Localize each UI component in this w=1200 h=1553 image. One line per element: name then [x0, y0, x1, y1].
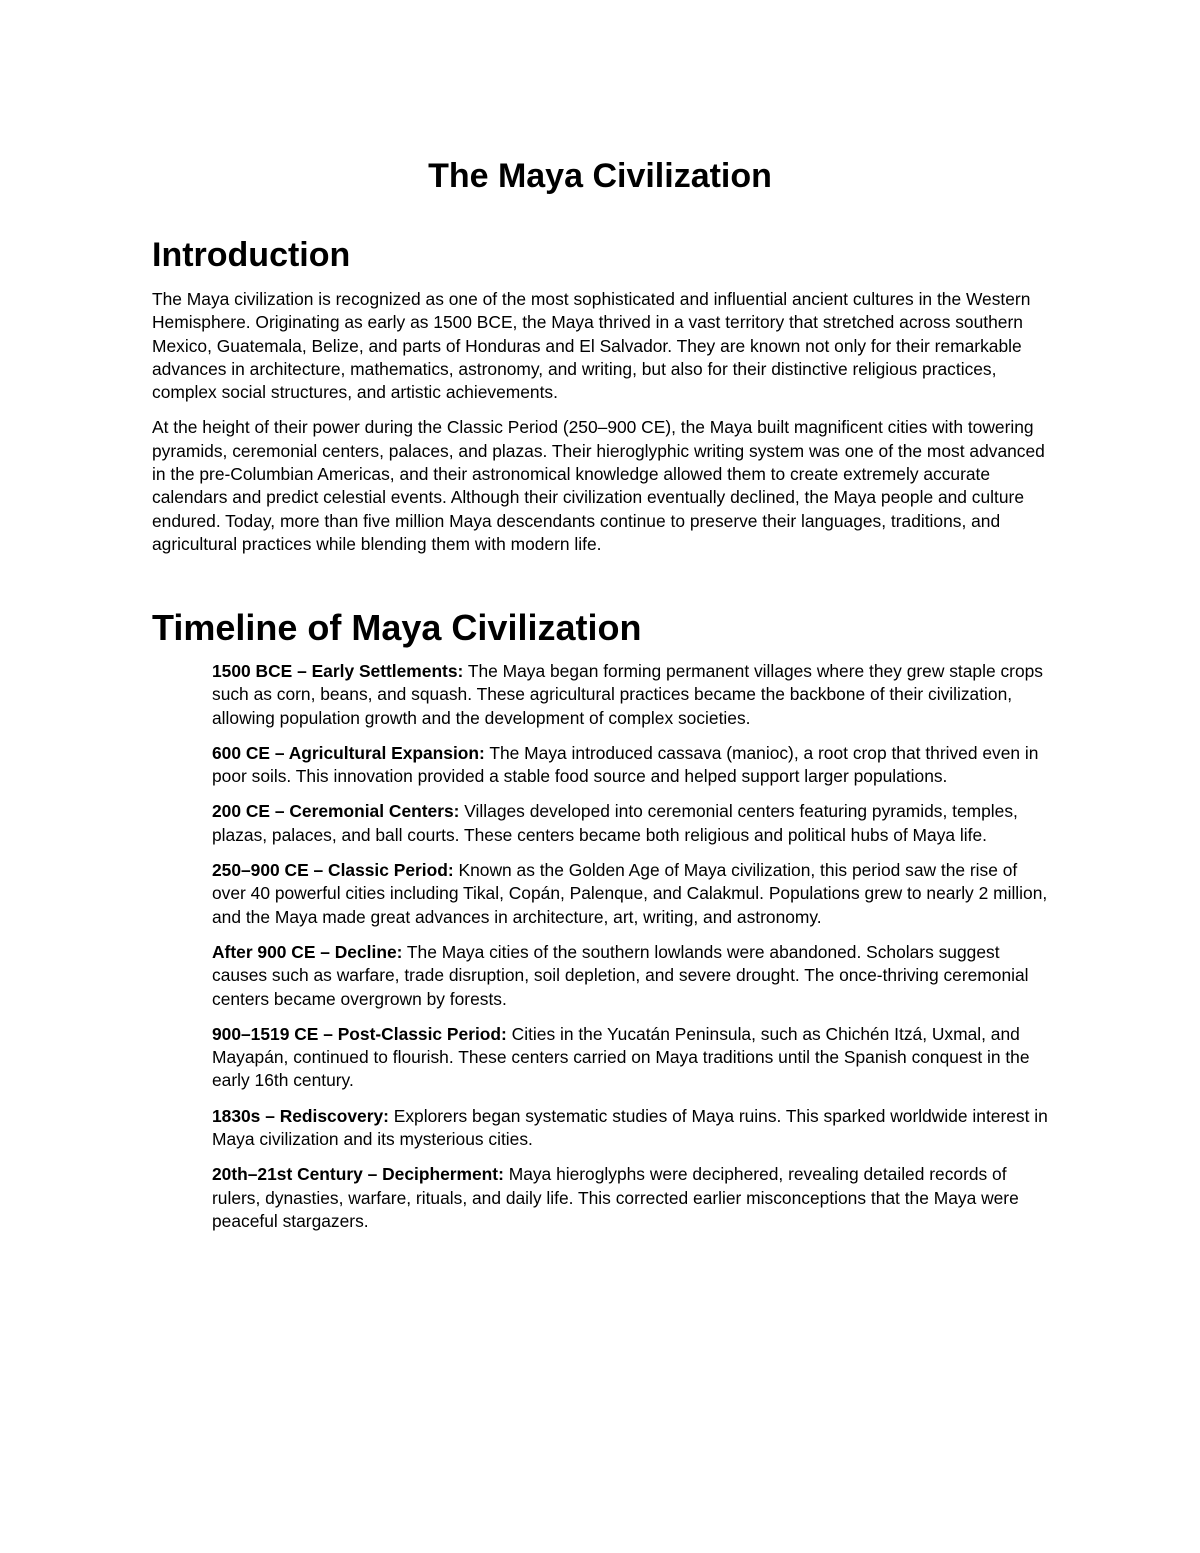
introduction-paragraph: The Maya civilization is recognized as one of the most sophisticated and influential ancient cultures in the Western Hemisphere. Originating as early as 1500 BCE, the Maya thrived in a vast territory that stretched across southern Mexico, Guatemala, Belize, and parts of Honduras and El Salvador. They are known not only for their remarkable advances in architecture, mathematics, astronomy, and writing, but also for their distinctive religious practices, complex social structures, and artistic achievements. [152, 289, 1031, 403]
timeline-entry-text: Cities in the Yucatán Peninsula, such as Chichén Itzá, Uxmal, and Mayapán, continued to flourish. These centers carried on Maya traditions until the Spanish conquest in the early 16th century. [212, 1023, 1030, 1091]
introduction-section [152, 288, 1052, 568]
timeline-entry-text: Maya hieroglyphs were deciphered, revealing detailed records of rulers, dynasties, warfare, rituals, and daily life. This corrected earlier misconceptions that the Maya were peaceful stargazers. [212, 1164, 1019, 1231]
timeline-list [212, 660, 1052, 1245]
timeline-entry [212, 941, 1052, 1011]
timeline-entry-text: The Maya cities of the southern lowlands were abandoned. Scholars suggest causes such as warfare, trade disruption, soil depletion, and severe drought. The once-thriving ceremonial centers became overgrown by forests. [212, 941, 1029, 1009]
timeline-entry-label: 1830s – Rediscovery: [212, 1105, 389, 1126]
timeline-entry-label: 600 CE – Agricultural Expansion: [212, 742, 485, 763]
timeline-entry [212, 660, 1052, 730]
timeline-entry [212, 742, 1052, 789]
timeline-entry-text: Explorers began systematic studies of Maya ruins. This sparked worldwide interest in Maya civilization and its mysterious cities. [212, 1105, 1048, 1150]
timeline-entry-label: 200 CE – Ceremonial Centers: [212, 801, 460, 822]
document-title: The Maya Civilization [428, 157, 772, 195]
timeline-entry-text: Villages developed into ceremonial centers featuring pyramids, temples, plazas, palaces, and ball courts. These centers became both religious and political hubs of Maya life. [212, 801, 1018, 845]
timeline-entry [212, 800, 1052, 847]
timeline-entry [212, 1023, 1052, 1093]
timeline-entry [212, 1105, 1052, 1152]
timeline-entry-label: After 900 CE – Decline: [212, 941, 403, 962]
timeline-heading: Timeline of Maya Civilization [152, 607, 642, 648]
timeline-entry-text: The Maya introduced cassava (manioc), a root crop that thrived even in poor soils. This innovation provided a stable food source and helped support larger populations. [212, 742, 1039, 787]
timeline-entry-label: 900–1519 CE – Post-Classic Period: [212, 1023, 507, 1044]
timeline-entry [212, 1163, 1052, 1233]
timeline-entry-text: The Maya began forming permanent villages where they grew staple crops such as corn, beans, and squash. These agricultural practices became the backbone of their civilization, allowing population growth and the development of complex societies. [212, 661, 1044, 728]
timeline-entry-label: 250–900 CE – Classic Period: [212, 860, 454, 881]
timeline-entry-label: 20th–21st Century – Decipherment: [212, 1164, 504, 1185]
timeline-entry [212, 859, 1052, 929]
introduction-heading: Introduction [152, 236, 351, 274]
introduction-paragraph: At the height of their power during the Classic Period (250–900 CE), the Maya built magnificent cities with towering pyramids, ceremonial centers, palaces, and plazas. Their hieroglyphic writing system was one of the most advanced in the pre-Columbian Americas, and their astronomical knowledge allowed them to create extremely accurate calendars and predict celestial events. Although their civilization eventually declined, the Maya people and culture endured. Today, more than five million Maya descendants continue to preserve their languages, traditions, and agricultural practices while blending them with modern life. [152, 417, 1045, 554]
timeline-entry-label: 1500 BCE – Early Settlements: [212, 661, 464, 681]
timeline-entry-text: Known as the Golden Age of Maya civilization, this period saw the rise of over 40 powerful cities including Tikal, Copán, Palenque, and Calakmul. Populations grew to nearly 2 million, and the Maya made great advances in architecture, art, writing, and astronomy. [212, 860, 1048, 927]
